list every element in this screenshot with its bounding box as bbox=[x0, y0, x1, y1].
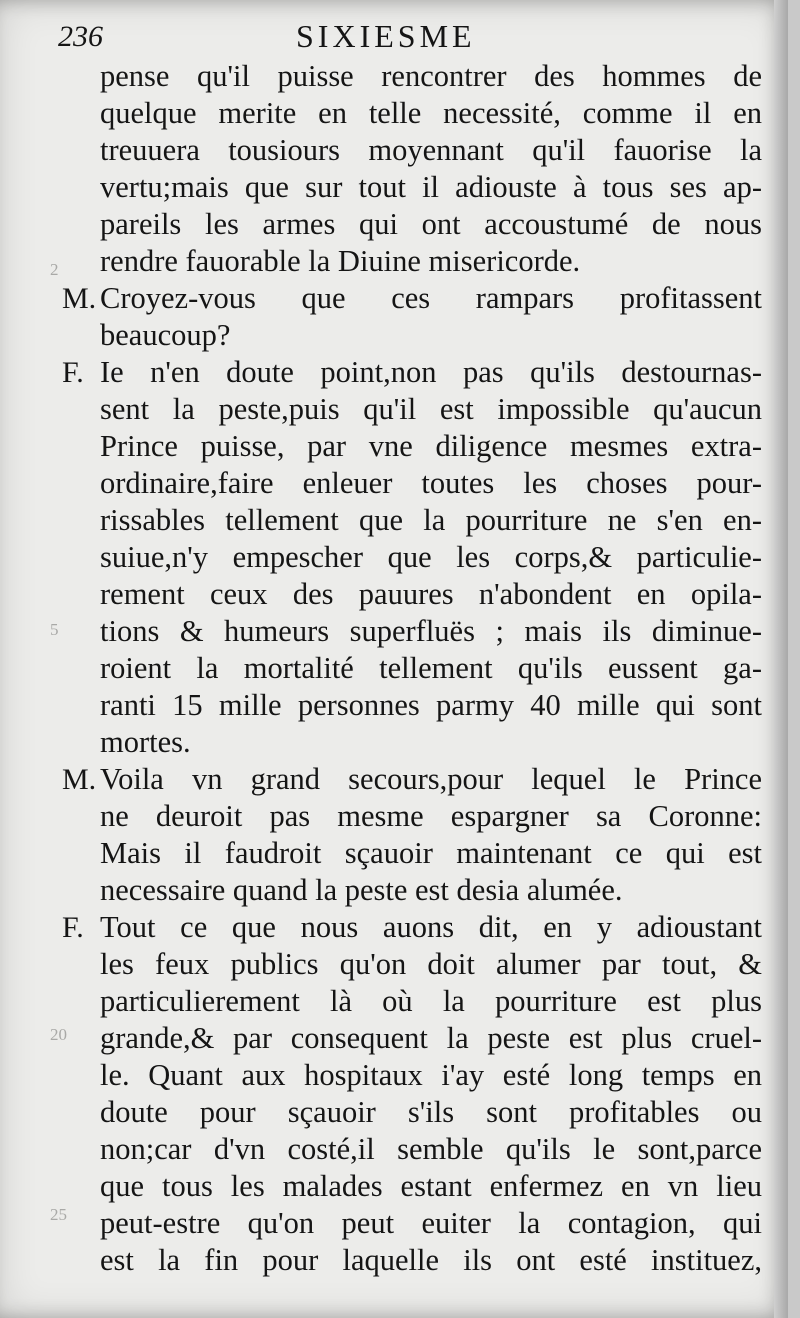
margin-number: 2 bbox=[50, 260, 59, 279]
text-line bbox=[62, 317, 762, 354]
text-line bbox=[62, 132, 762, 169]
line-text: beaucoup? bbox=[100, 318, 231, 352]
running-head: SIXIESME bbox=[296, 18, 476, 54]
line-text: rendre fauorable la Diuine misericorde. bbox=[100, 244, 581, 278]
text-line bbox=[62, 909, 762, 946]
text-line bbox=[62, 1168, 762, 1205]
text-line bbox=[62, 1094, 762, 1131]
text-line bbox=[62, 58, 762, 95]
text-line bbox=[62, 576, 762, 613]
text-line bbox=[62, 539, 762, 576]
text-line bbox=[62, 243, 762, 280]
text-line bbox=[62, 1020, 762, 1057]
speaker-label: M. bbox=[62, 763, 97, 796]
line-text: tions & humeurs superfluës ; mais ils diminue- bbox=[100, 614, 762, 648]
line-text: que tous les malades estant enfermez en vn lieu bbox=[100, 1169, 762, 1203]
text-line bbox=[62, 761, 762, 798]
line-text: grande,& par consequent la peste est plus cruel- bbox=[100, 1021, 762, 1055]
speaker-label: F. bbox=[62, 911, 84, 944]
line-text: treuuera tousiours moyennant qu'il fauorise la bbox=[100, 133, 762, 167]
text-line bbox=[62, 613, 762, 650]
line-text: suiue,n'y empescher que les corps,& particulie- bbox=[100, 540, 762, 574]
line-text: ordinaire,faire enleuer toutes les choses pour- bbox=[100, 466, 762, 500]
text-line bbox=[62, 798, 762, 835]
text-line bbox=[62, 169, 762, 206]
page-header bbox=[0, 16, 788, 58]
line-text: roient la mortalité tellement qu'ils eussent ga- bbox=[100, 651, 762, 685]
line-text: pareils les armes qui ont accoustumé de nous bbox=[100, 207, 762, 241]
text-line bbox=[62, 206, 762, 243]
text-line bbox=[62, 835, 762, 872]
line-text: ranti 15 mille personnes parmy 40 mille qui sont bbox=[100, 688, 762, 722]
line-text: pense qu'il puisse rencontrer des hommes de bbox=[100, 59, 762, 93]
line-text: Mais il faudroit sçauoir maintenant ce qui est bbox=[100, 836, 762, 870]
margin-number: 25 bbox=[50, 1205, 67, 1224]
text-line bbox=[62, 95, 762, 132]
line-text: ne deuroit pas mesme espargner sa Coronne: bbox=[100, 799, 762, 833]
text-line bbox=[62, 650, 762, 687]
line-text: sent la peste,puis qu'il est impossible qu'aucun bbox=[100, 392, 762, 426]
page-number: 236 bbox=[58, 20, 103, 53]
line-text: les feux publics qu'on doit alumer par tout, & bbox=[100, 947, 762, 981]
margin-number: 5 bbox=[50, 620, 59, 639]
text-line bbox=[62, 1131, 762, 1168]
text-line bbox=[62, 428, 762, 465]
line-text: peut-estre qu'on peut euiter la contagion, qui bbox=[100, 1206, 762, 1240]
line-text: Prince puisse, par vne diligence mesmes extra- bbox=[100, 429, 762, 463]
text-line bbox=[62, 1205, 762, 1242]
line-text: particulierement là où la pourriture est plus bbox=[100, 984, 762, 1018]
line-text: Croyez-vous que ces rampars profitassent bbox=[100, 281, 762, 315]
line-text: doute pour sçauoir s'ils sont profitables ou bbox=[100, 1095, 762, 1129]
speaker-label: F. bbox=[62, 356, 84, 389]
line-text: rissables tellement que la pourriture ne s'en en- bbox=[100, 503, 762, 537]
margin-number: 20 bbox=[50, 1025, 67, 1044]
page-edge bbox=[774, 0, 788, 1318]
text-line bbox=[62, 946, 762, 983]
line-text: est la fin pour laquelle ils ont esté instituez, bbox=[100, 1243, 762, 1277]
text-line bbox=[62, 724, 762, 761]
text-line bbox=[62, 1057, 762, 1094]
text-line bbox=[62, 502, 762, 539]
text-line bbox=[62, 983, 762, 1020]
line-text: le. Quant aux hospitaux i'ay esté long temps en bbox=[100, 1058, 762, 1092]
speaker-label: M. bbox=[62, 282, 97, 315]
text-line bbox=[62, 687, 762, 724]
line-text: vertu;mais que sur tout il adiouste à tous ses ap- bbox=[100, 170, 762, 204]
dialogue-text bbox=[62, 58, 762, 1279]
line-text: quelque merite en telle necessité, comme il en bbox=[100, 96, 762, 130]
line-text: necessaire quand la peste est desia alumée. bbox=[100, 873, 623, 907]
text-line bbox=[62, 465, 762, 502]
text-line bbox=[62, 1242, 762, 1279]
text-line bbox=[62, 391, 762, 428]
text-line bbox=[62, 872, 762, 909]
line-text: Voila vn grand secours,pour lequel le Prince bbox=[100, 762, 762, 796]
line-text: mortes. bbox=[100, 725, 191, 759]
text-line bbox=[62, 354, 762, 391]
text-line bbox=[62, 280, 762, 317]
line-text: non;car d'vn costé,il semble qu'ils le sont,parce bbox=[100, 1132, 762, 1166]
line-text: rement ceux des pauures n'abondent en opila- bbox=[100, 577, 762, 611]
line-text: Tout ce que nous auons dit, en y adioustant bbox=[100, 910, 762, 944]
line-text: Ie n'en doute point,non pas qu'ils destournas- bbox=[100, 355, 762, 389]
